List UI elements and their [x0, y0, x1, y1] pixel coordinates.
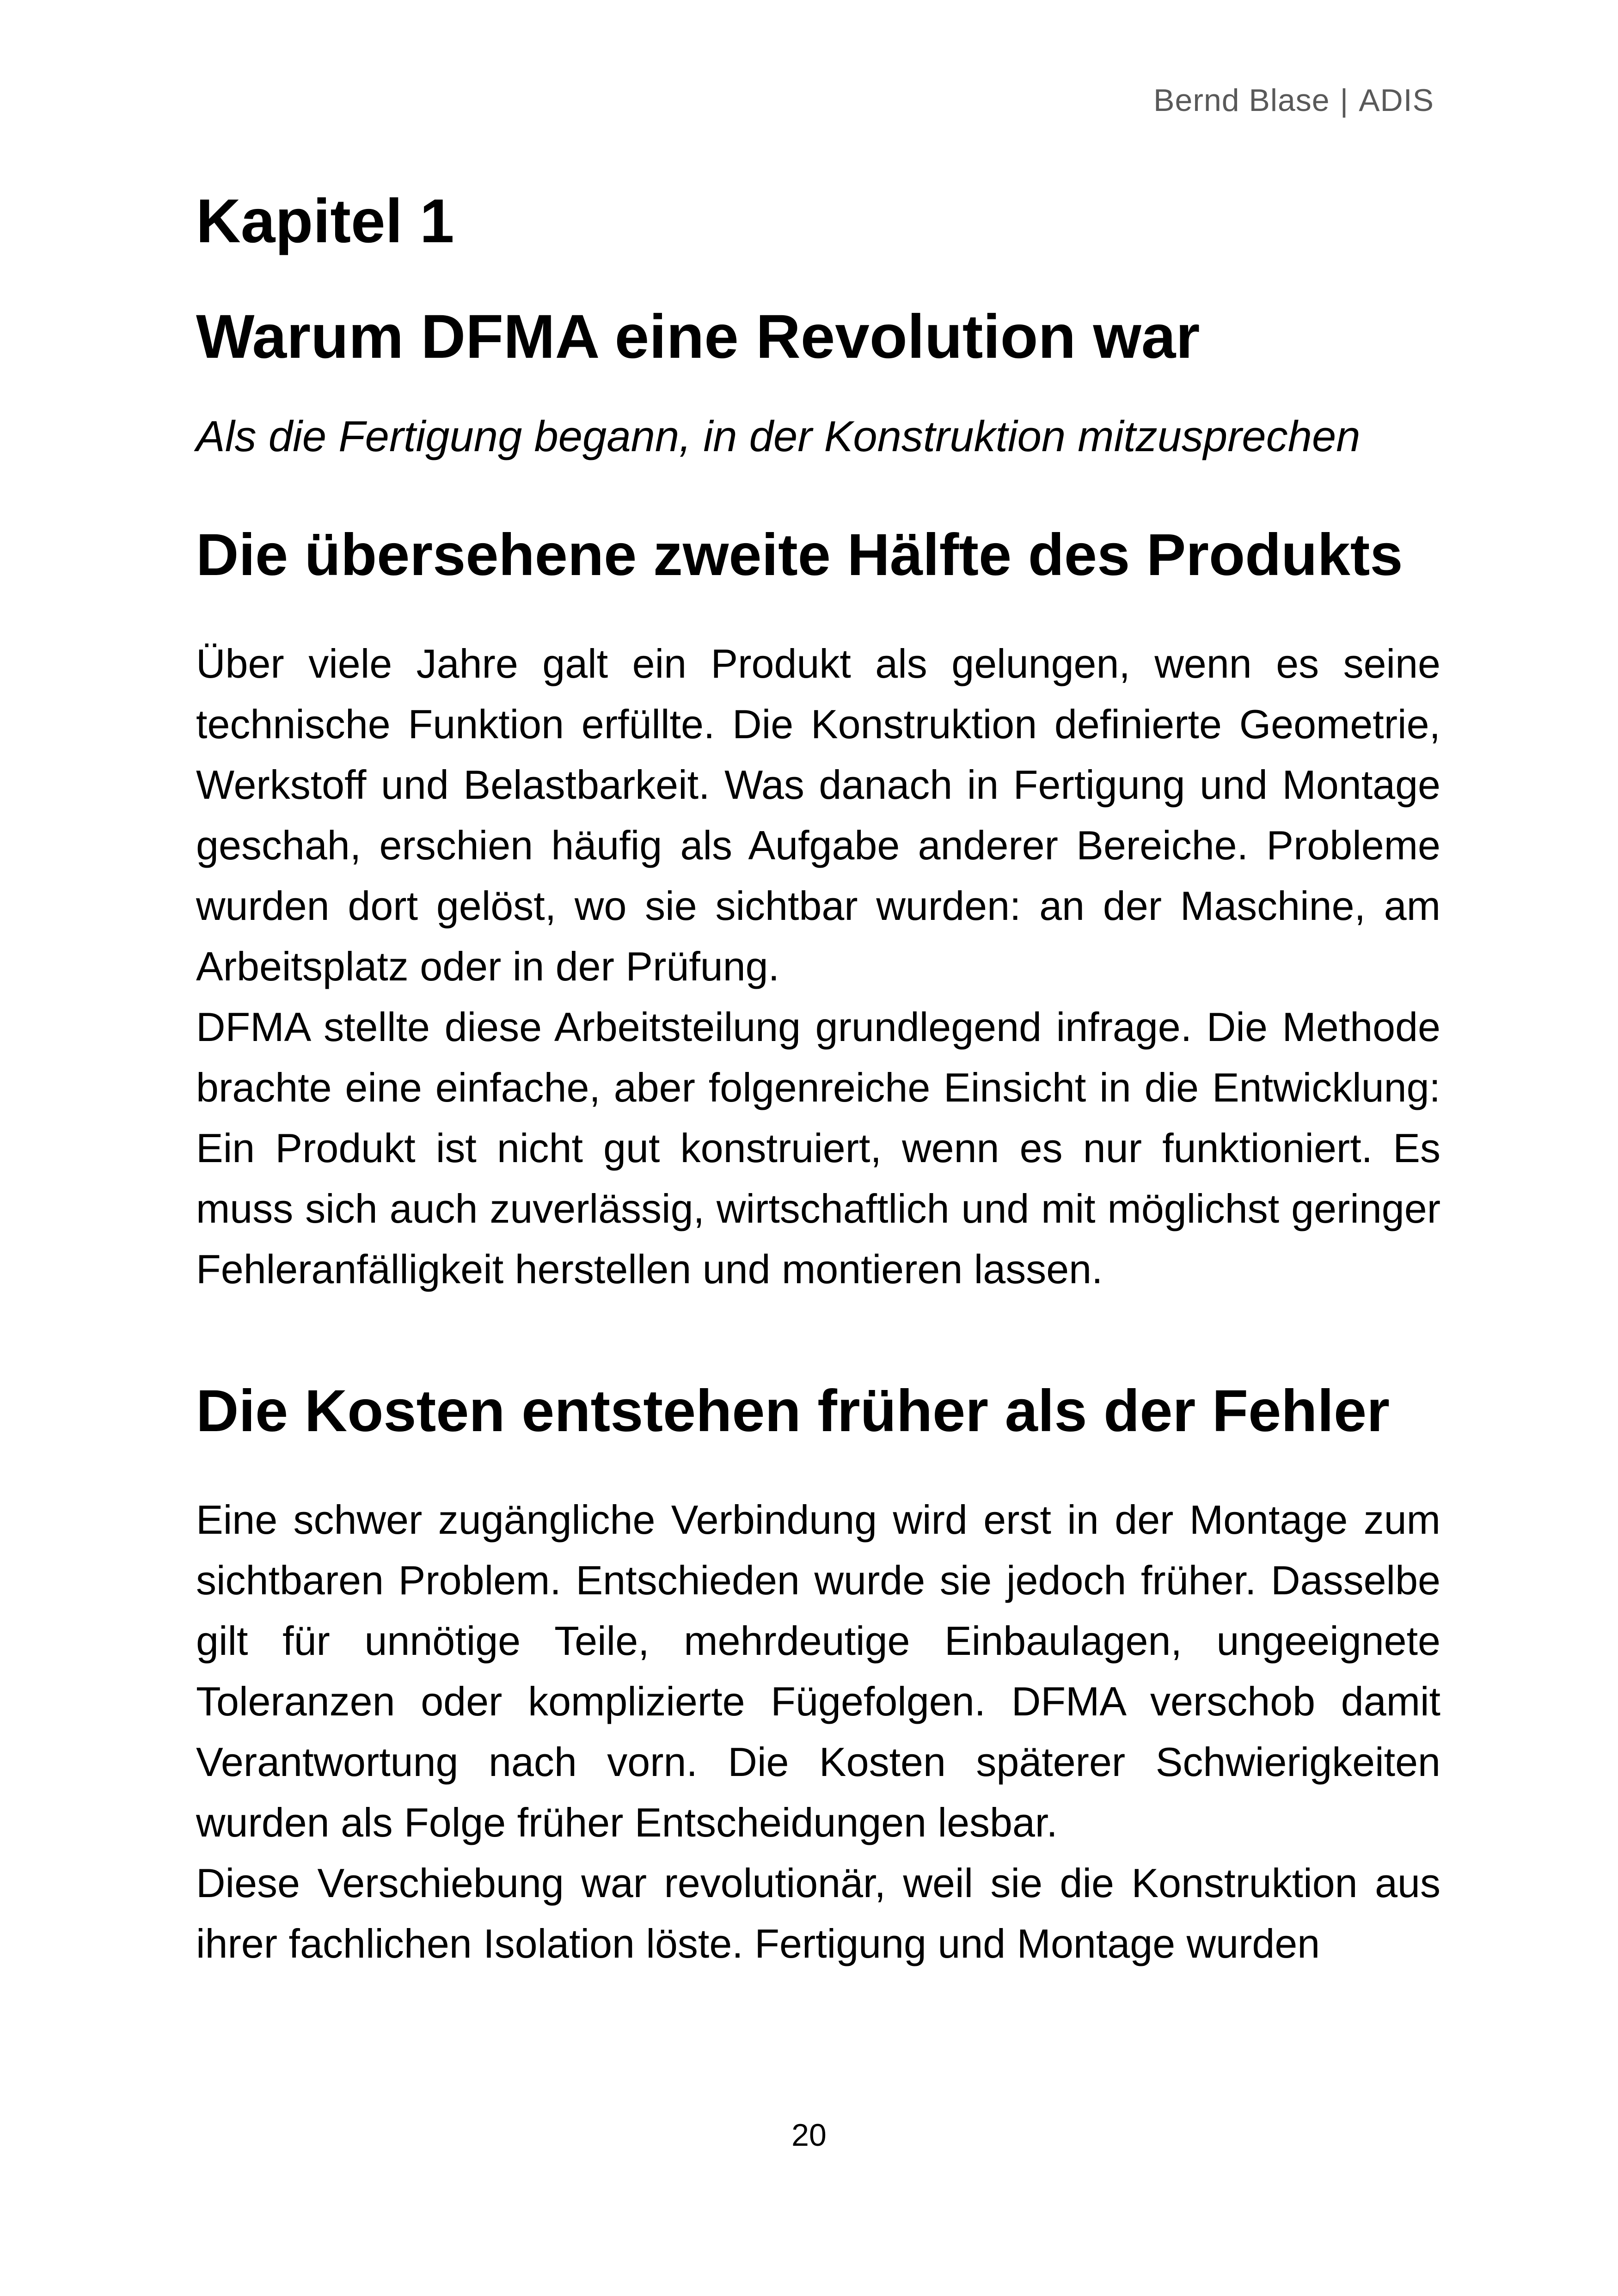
chapter-subtitle: Als die Fertigung begann, in der Konstruktion mitzusprechen — [196, 412, 1361, 461]
body-paragraph: Eine schwer zugängliche Verbindung wird erst in der Montage zum sichtbaren Problem. Entschieden wurde sie jedoch früher. Dasselbe gilt für unnötige Teile, mehrdeutige Einbaulagen, ungeeignete Toleranzen oder komplizierte Fügefolgen. DFMA verschob damit Verantwortung nach vorn. Die Kosten späterer Schwierigkeiten wurden als Folge früher Entscheidungen lesbar. — [196, 1497, 1440, 1846]
header-series: ADIS — [1359, 83, 1434, 118]
section-heading: Die übersehene zweite Hälfte des Produkts — [196, 522, 1403, 588]
page-number: 20 — [791, 2118, 827, 2153]
header-author: Bernd Blase — [1153, 83, 1330, 118]
running-header — [1153, 82, 1434, 118]
body-paragraph: DFMA stellte diese Arbeitsteilung grundlegend infrage. Die Methode brachte eine einfache, aber folgenreiche Einsicht in die Entwicklung: Ein Produkt ist nicht gut konstruiert, wenn es nur funktioniert. Es muss sich auch zuverlässig, wirtschaftlich und mit möglichst geringer Fehleranfälligkeit herstellen und montieren lassen. — [196, 1004, 1440, 1292]
body-paragraph: Über viele Jahre galt ein Produkt als gelungen, wenn es seine technische Funktion erfüllte. Die Konstruktion definierte Geometrie, Werkstoff und Belastbarkeit. Was danach in Fertigung und Montage geschah, erschien häufig als Aufgabe anderer Bereiche. Probleme wurden dort gelöst, wo sie sichtbar wurden: an der Maschine, am Arbeitsplatz oder in der Prüfung. — [196, 641, 1440, 990]
page-content — [196, 185, 1440, 1974]
header-separator: | — [1340, 83, 1349, 118]
chapter-title: Warum DFMA eine Revolution war — [196, 302, 1200, 372]
chapter-label: Kapitel 1 — [196, 187, 454, 256]
section-heading: Die Kosten entstehen früher als der Fehler — [196, 1378, 1390, 1445]
body-paragraph: Diese Verschiebung war revolutionär, weil sie die Konstruktion aus ihrer fachlichen Isolation löste. Fertigung und Montage wurden — [196, 1860, 1440, 1967]
